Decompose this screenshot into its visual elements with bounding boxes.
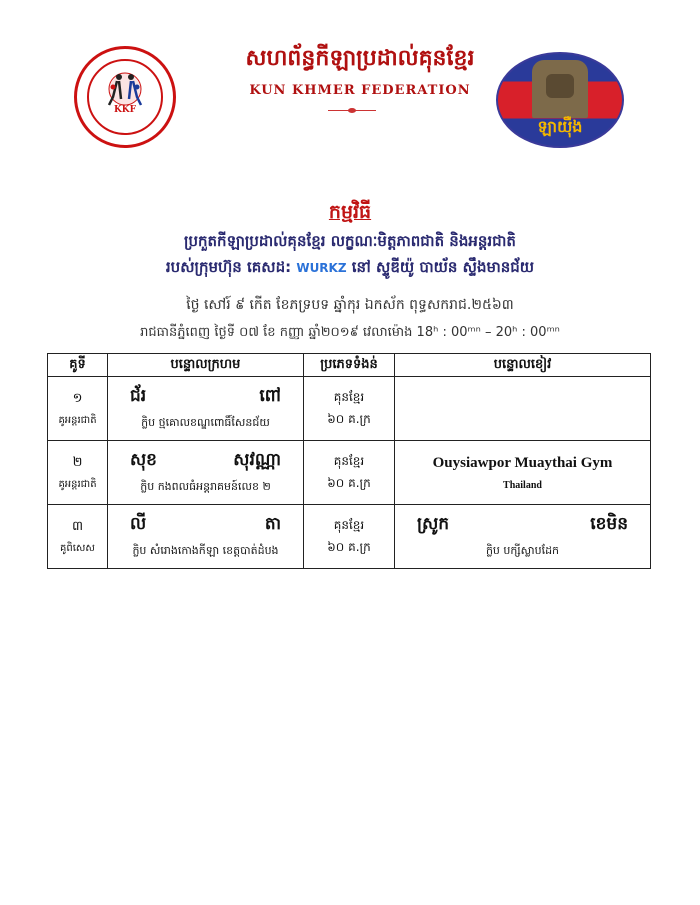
bout-category: គូអន្តរជាតិ	[58, 478, 97, 490]
fight-card-table	[47, 353, 651, 569]
table-header-row	[48, 354, 651, 377]
bout-category: គូអន្តរជាតិ	[58, 414, 97, 426]
red-fighter-name	[108, 513, 303, 538]
red-fighter-last: សុវណ្ណា	[233, 450, 281, 470]
blue-fighter-last: ខេមិន	[590, 514, 628, 534]
blue-corner-cell	[395, 441, 651, 505]
kkf-logo	[74, 46, 176, 148]
table-row	[48, 441, 651, 505]
weight-value: ៦០ គ.ក្រ	[327, 539, 371, 554]
weight-cell	[304, 505, 395, 569]
weight-cell	[304, 441, 395, 505]
blue-corner-cell	[395, 505, 651, 569]
federation-name-khmer: សហព័ន្ធកីឡាប្រដាល់គុនខ្មែរ	[245, 46, 475, 71]
red-corner-cell	[108, 441, 304, 505]
organizer-prefix: របស់ក្រុមហ៊ុន គេសដ:	[165, 258, 292, 276]
date-time-location: រាជធានីភ្នំពេញ ថ្ងៃទី ០៧ ខែ កញ្ញា ឆ្នាំ២០១៩ វេលាម៉ោង 18ʰ : 00ᵐⁿ – 20ʰ : 00ᵐⁿ	[140, 325, 560, 340]
header-weight-class: ប្រភេទទំងន់	[304, 354, 395, 377]
bout-number: ១	[72, 390, 83, 406]
red-fighter-club: ក្លិប សំរោងកោងកីឡា ខេត្តបាត់ដំបង	[132, 544, 279, 557]
kkf-logo-ring	[87, 59, 163, 135]
red-fighter-name	[108, 385, 303, 410]
weight-value: ៦០ គ.ក្រ	[327, 475, 371, 490]
blue-fighter-club: ក្លិប បក្សីស្លាបដែក	[485, 544, 560, 557]
red-corner-cell	[108, 377, 304, 441]
event-description: ប្រកួតកីឡាប្រដាល់គុនខ្មែរ លក្ខណៈមិត្តភាពជាតិ និងអន្តរជាតិ	[184, 232, 516, 250]
bout-number: ២	[72, 454, 83, 470]
header-red-corner: បន្ទោលក្រហម	[108, 354, 304, 377]
event-organizer-line	[0, 258, 700, 280]
red-fighter-first: ជ័រ	[130, 386, 147, 406]
table-row	[48, 377, 651, 441]
red-fighter-last: តា	[264, 514, 281, 534]
lunar-date: ថ្ងៃ សៅរ៍ ៩ កើត ខែភទ្របទ ឆ្នាំកុរ ឯកស័ក ពុទ្ធសករាជ.២៥៦៣	[186, 297, 514, 313]
federation-name-english: KUN KHMER FEDERATION	[249, 83, 471, 98]
weight-cell	[304, 377, 395, 441]
bayon-logo	[496, 52, 624, 148]
red-fighter-club: ក្លិប ថ្មគោលខណ្ឌពោធិ៍សែនជ័យ	[141, 416, 270, 429]
bout-category: គូពិសេស	[60, 542, 95, 554]
bout-cell	[48, 505, 108, 569]
bout-number: ៣	[71, 518, 84, 534]
red-fighter-name	[108, 449, 303, 474]
header-divider-ornament	[348, 108, 356, 113]
red-fighter-last: ពៅ	[259, 386, 281, 406]
kkf-logo-abbr: KKF	[113, 105, 137, 115]
table-row	[48, 505, 651, 569]
header-bout-number: គូទី	[48, 354, 108, 377]
bout-cell	[48, 377, 108, 441]
red-fighter-first: លី	[130, 514, 147, 534]
weight-class: គុនខ្មែរ	[333, 453, 365, 468]
blue-corner-cell	[395, 377, 651, 441]
weight-value: ៦០ គ.ក្រ	[327, 411, 371, 426]
blue-fighter-club: Thailand	[503, 479, 542, 491]
red-corner-cell	[108, 505, 304, 569]
program-title: កម្មវិធី	[328, 201, 372, 223]
bayon-logo-text: ឡាយ៉ឺង	[537, 117, 583, 136]
red-fighter-club: ក្លិប កងពលធំអន្តរាគមន៍លេខ ២	[140, 480, 271, 493]
bout-cell	[48, 441, 108, 505]
blue-fighter-name: Ouysiawpor Muaythai Gym	[432, 454, 613, 471]
temple-face-icon	[532, 60, 588, 118]
sponsor-name: WURKZ	[296, 261, 347, 275]
blue-fighter-first: ស្រូក	[417, 514, 450, 534]
weight-class: គុនខ្មែរ	[333, 517, 365, 532]
header-blue-corner: បន្ទោលខៀវ	[395, 354, 651, 377]
red-fighter-first: សុខ	[130, 450, 157, 470]
venue-text: នៅ ស្ទូឌីយ៉ូ បាយ័ន ស្ទឹងមានជ័យ	[351, 258, 535, 276]
blue-fighter-name	[395, 513, 650, 538]
weight-class: គុនខ្មែរ	[333, 389, 365, 404]
